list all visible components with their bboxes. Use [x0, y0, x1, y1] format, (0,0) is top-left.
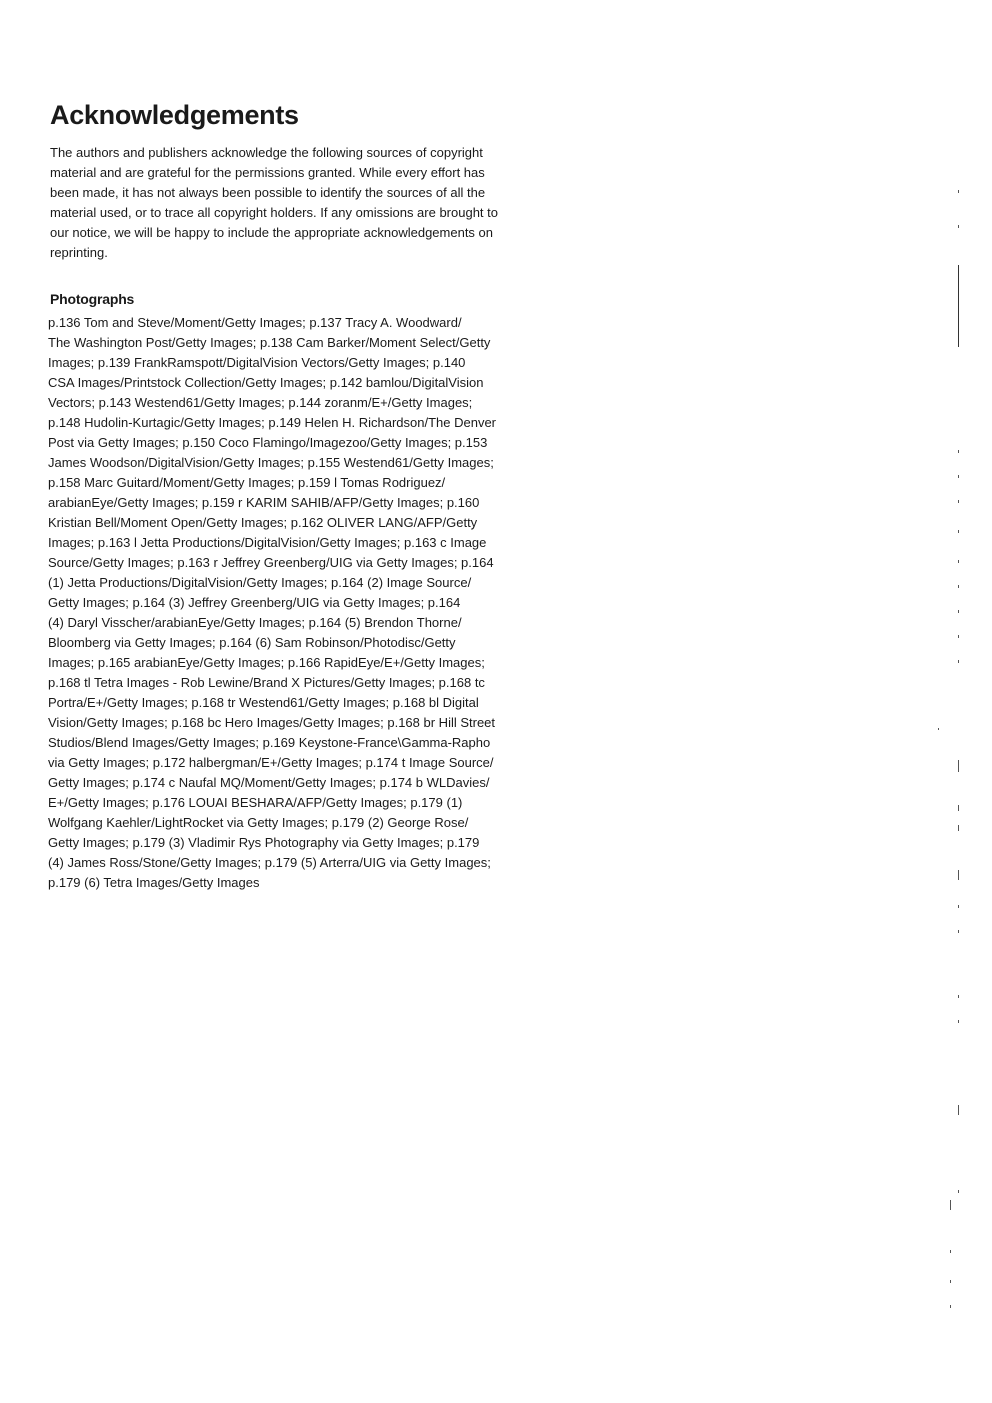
scan-mark: [958, 500, 959, 503]
credit-line: Studios/Blend Images/Getty Images; p.169 Keystone-France\Gamma-Rapho: [48, 735, 491, 750]
credit-line: p.168 tl Tetra Images - Rob Lewine/Brand X Pictures/Getty Images; p.168 tc: [48, 675, 485, 690]
scan-mark: [958, 930, 959, 933]
credit-line: CSA Images/Printstock Collection/Getty Images; p.142 bamlou/DigitalVision: [48, 375, 484, 390]
intro-paragraph: [50, 143, 550, 263]
scan-edge-marks: [950, 180, 970, 1330]
scan-mark: [958, 760, 959, 772]
scan-mark: [958, 1190, 959, 1193]
credit-line: Images; p.139 FrankRamspott/DigitalVision Vectors/Getty Images; p.140: [48, 355, 466, 370]
credit-line: E+/Getty Images; p.176 LOUAI BESHARA/AFP/Getty Images; p.179 (1): [48, 795, 463, 810]
scan-mark: [958, 585, 959, 588]
credit-line: Kristian Bell/Moment Open/Getty Images; p.162 OLIVER LANG/AFP/Getty: [48, 515, 478, 530]
photo-credits-paragraph: [48, 313, 548, 893]
intro-line: The authors and publishers acknowledge the following sources of copyright: [50, 145, 483, 160]
credit-line: Post via Getty Images; p.150 Coco Flamingo/Imagezoo/Getty Images; p.153: [48, 435, 488, 450]
page-title: Acknowledgements: [50, 100, 299, 130]
scan-mark: [958, 190, 959, 193]
scan-mark: [938, 728, 939, 730]
credit-line: Vision/Getty Images; p.168 bc Hero Images/Getty Images; p.168 br Hill Street: [48, 715, 496, 730]
scan-mark: [958, 560, 959, 563]
credit-line: Portra/E+/Getty Images; p.168 tr Westend61/Getty Images; p.168 bl Digital: [48, 695, 479, 710]
scan-mark: [958, 450, 959, 453]
credit-line: (4) Daryl Visscher/arabianEye/Getty Images; p.164 (5) Brendon Thorne/: [48, 615, 462, 630]
credit-line: James Woodson/DigitalVision/Getty Images; p.155 Westend61/Getty Images;: [48, 455, 494, 470]
credit-line: Source/Getty Images; p.163 r Jeffrey Greenberg/UIG via Getty Images; p.164: [48, 555, 494, 570]
credit-line: Wolfgang Kaehler/LightRocket via Getty Images; p.179 (2) George Rose/: [48, 815, 469, 830]
scan-mark: [950, 1305, 951, 1308]
credit-line: Images; p.165 arabianEye/Getty Images; p.166 RapidEye/E+/Getty Images;: [48, 655, 485, 670]
intro-line: material used, or to trace all copyright holders. If any omissions are brought to: [50, 205, 498, 220]
scan-mark: [950, 1280, 951, 1283]
credit-line: p.136 Tom and Steve/Moment/Getty Images; p.137 Tracy A. Woodward/: [48, 315, 462, 330]
credit-line: Images; p.163 l Jetta Productions/DigitalVision/Getty Images; p.163 c Image: [48, 535, 487, 550]
credit-line: via Getty Images; p.172 halbergman/E+/Getty Images; p.174 t Image Source/: [48, 755, 494, 770]
scan-mark: [958, 660, 959, 663]
credit-line: The Washington Post/Getty Images; p.138 Cam Barker/Moment Select/Getty: [48, 335, 491, 350]
intro-line: our notice, we will be happy to include the appropriate acknowledgements on: [50, 225, 493, 240]
section-heading-photographs: Photographs: [50, 291, 135, 307]
intro-line: been made, it has not always been possible to identify the sources of all the: [50, 185, 486, 200]
credit-line: (4) James Ross/Stone/Getty Images; p.179 (5) Arterra/UIG via Getty Images;: [48, 855, 491, 870]
scan-mark: [958, 905, 959, 908]
scan-mark: [958, 475, 959, 478]
credit-line: Getty Images; p.179 (3) Vladimir Rys Photography via Getty Images; p.179: [48, 835, 480, 850]
credit-line: Vectors; p.143 Westend61/Getty Images; p.144 zoranm/E+/Getty Images;: [48, 395, 473, 410]
credit-line: p.158 Marc Guitard/Moment/Getty Images; p.159 l Tomas Rodriguez/: [48, 475, 446, 490]
scan-mark: [958, 995, 959, 998]
credit-line: p.179 (6) Tetra Images/Getty Images: [48, 875, 260, 890]
credit-line: Getty Images; p.174 c Naufal MQ/Moment/Getty Images; p.174 b WLDavies/: [48, 775, 490, 790]
credit-line: arabianEye/Getty Images; p.159 r KARIM SAHIB/AFP/Getty Images; p.160: [48, 495, 480, 510]
scan-mark: [958, 635, 959, 638]
scan-mark: [958, 530, 959, 533]
scan-mark: [958, 825, 959, 831]
scan-mark: [958, 805, 959, 811]
scan-mark: [958, 265, 959, 347]
credit-line: Bloomberg via Getty Images; p.164 (6) Sam Robinson/Photodisc/Getty: [48, 635, 456, 650]
scan-mark: [950, 1200, 951, 1210]
intro-line: reprinting.: [50, 245, 108, 260]
credit-line: Getty Images; p.164 (3) Jeffrey Greenberg/UIG via Getty Images; p.164: [48, 595, 461, 610]
scan-mark: [958, 610, 959, 613]
scan-mark: [958, 1020, 959, 1023]
intro-line: material and are grateful for the permissions granted. While every effort has: [50, 165, 485, 180]
scan-mark: [958, 1105, 959, 1115]
scan-mark: [958, 225, 959, 228]
credit-line: (1) Jetta Productions/DigitalVision/Getty Images; p.164 (2) Image Source/: [48, 575, 472, 590]
scan-mark: [958, 870, 959, 880]
scan-mark: [950, 1250, 951, 1253]
credit-line: p.148 Hudolin-Kurtagic/Getty Images; p.149 Helen H. Richardson/The Denver: [48, 415, 497, 430]
